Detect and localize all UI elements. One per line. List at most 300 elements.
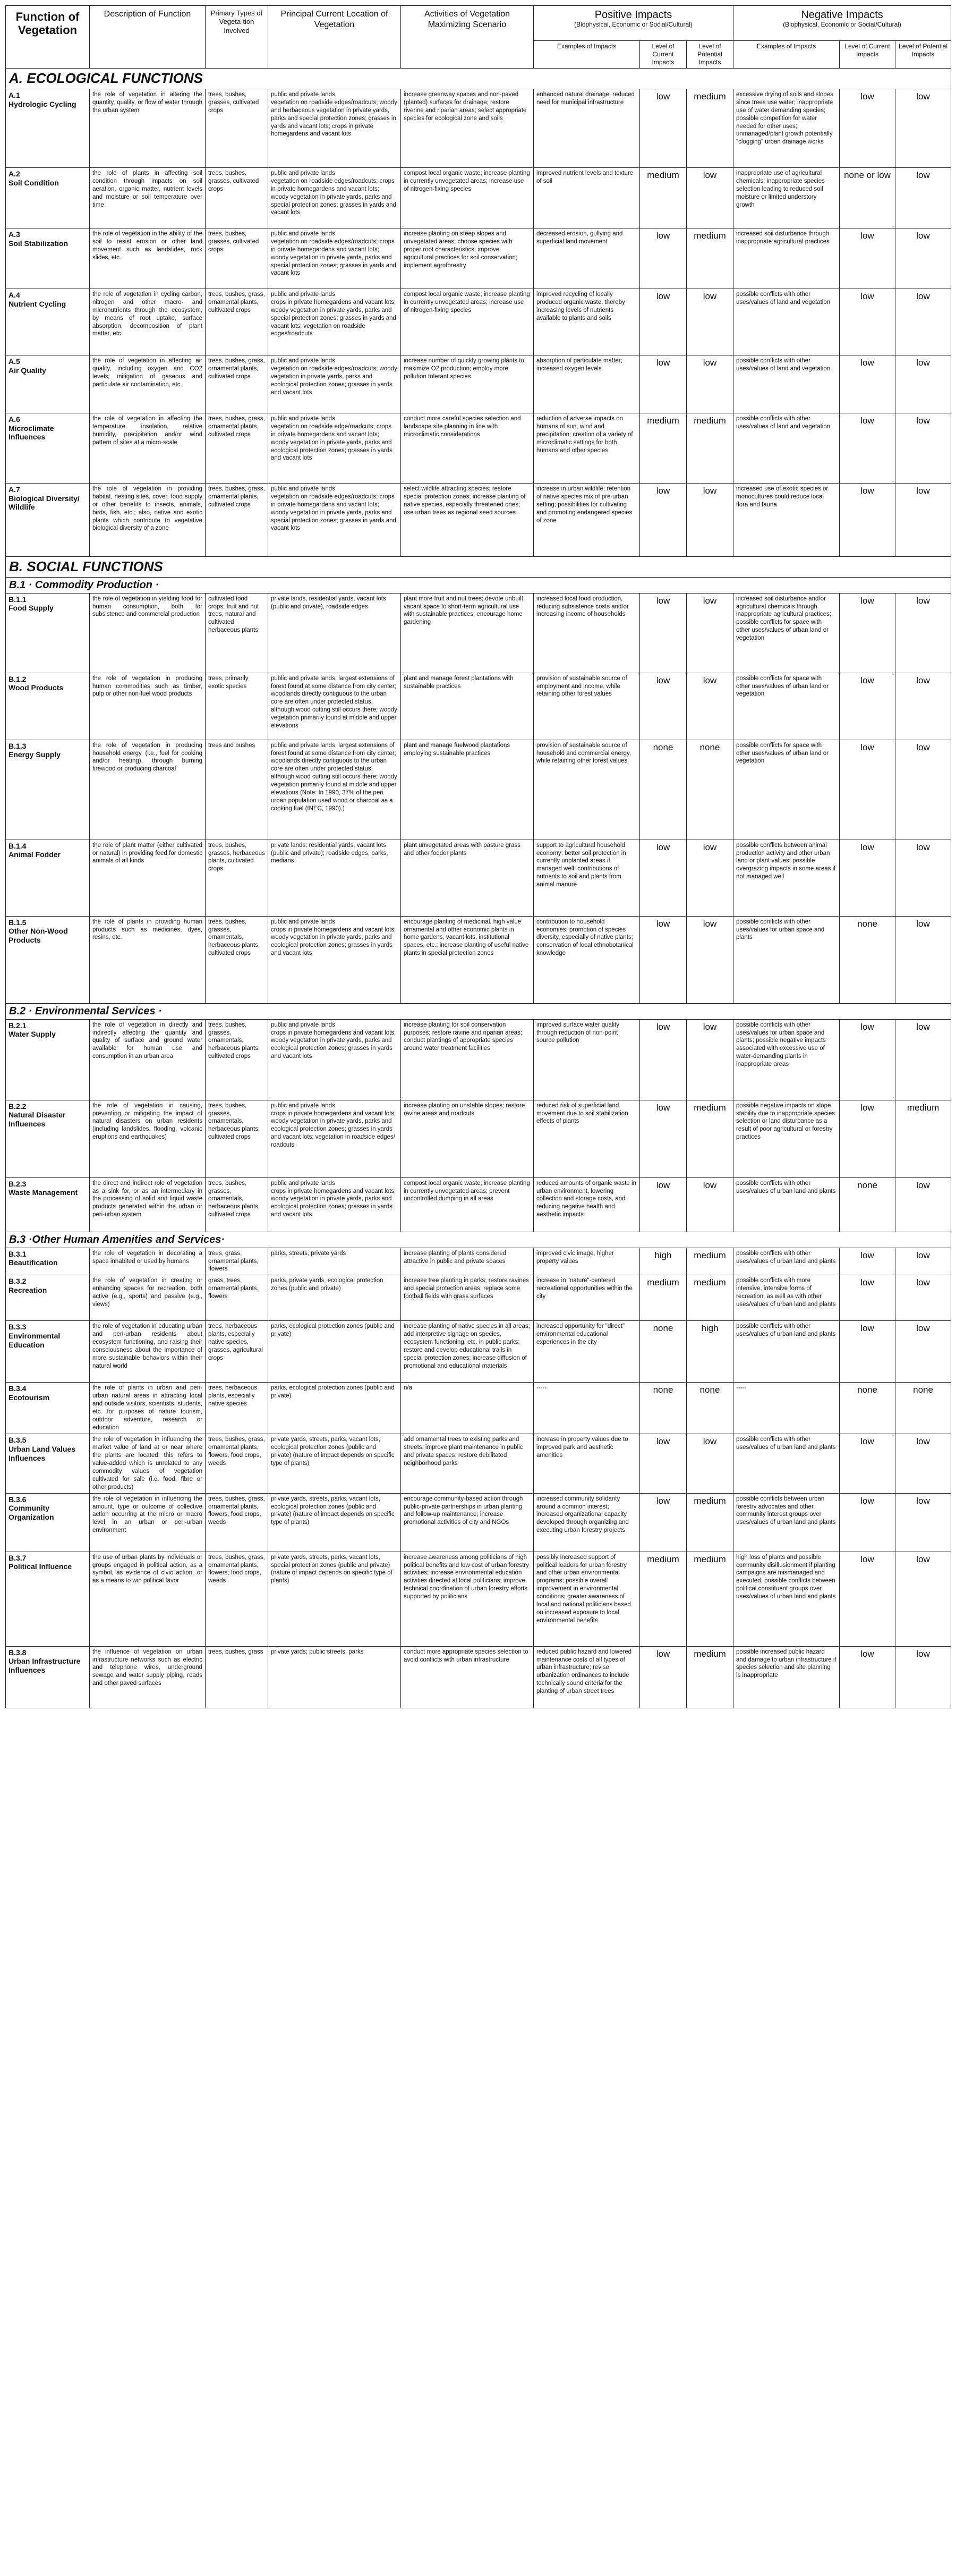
negative-examples-cell: increased use of exotic species or monocultures could reduce local flora and fauna <box>733 483 840 556</box>
header-positive-impacts <box>534 6 733 41</box>
negative-current-level: low <box>840 413 895 483</box>
header-primary-types: Primary Types of Vegeta-tion Involved <box>206 6 268 69</box>
negative-potential-level: low <box>895 413 951 483</box>
negative-examples-cell: increased soil disturbance through inappropriate agricultural practices <box>733 228 840 289</box>
function-cell <box>6 1100 90 1177</box>
function-name: Soil Condition <box>8 178 59 187</box>
positive-examples-cell: reduction of adverse impacts on humans of sun, wind and precipitation; creation of a variety of microclimatic settings for both humans and other species <box>534 413 640 483</box>
function-code: A.2 <box>8 169 20 178</box>
positive-examples-cell: provision of sustainable source of household and commercial energy, while retaining other forest values <box>534 740 640 840</box>
description-cell: the role of vegetation in affecting air quality, including oxygen and CO2 levels; mitigation of gaseous and particulate air contamination, etc. <box>90 355 206 413</box>
activities-cell: increase planting of plants considered attractive in public and private spaces <box>401 1248 534 1275</box>
function-cell <box>6 167 90 228</box>
negative-examples-cell: possible conflicts for space with other uses/values of urban land or vegetation <box>733 740 840 840</box>
activities-cell: n/a <box>401 1383 534 1434</box>
function-cell <box>6 1646 90 1708</box>
description-cell: the role of vegetation in producing human commodities such as timber, pulp or other non-fuel wood products <box>90 673 206 740</box>
description-cell: the role of vegetation in decorating a space inhabited or used by humans <box>90 1248 206 1275</box>
negative-potential-level: low <box>895 1275 951 1321</box>
header-positive-subtitle: (Biophysical, Economic or Social/Cultural) <box>574 21 693 28</box>
table-row <box>6 483 951 556</box>
function-name: Urban Land Values Influences <box>8 1444 76 1462</box>
table-row <box>6 1248 951 1275</box>
table-row <box>6 1100 951 1177</box>
description-cell: the role of vegetation in influencing the market value of land at or near where the plants are located; this refers to value-added which is unrelated to any commodity values of vegetation cultivated for sale (i.e. food, fibre or other products) <box>90 1434 206 1494</box>
header-pos-examples: Examples of Impacts <box>534 41 640 69</box>
negative-current-level: none or low <box>840 167 895 228</box>
positive-examples-cell: enhanced natural drainage; reduced need for municipal infrastructure <box>534 89 640 167</box>
positive-current-level: low <box>640 1019 687 1100</box>
negative-examples-cell: possible conflicts between urban forestry advocates and other community interest groups over uses/values of urban land and plants <box>733 1493 840 1552</box>
function-code: A.7 <box>8 485 20 494</box>
function-code: A.6 <box>8 414 20 423</box>
negative-examples-cell: inappropriate use of agricultural chemicals; inappropriate species selection leading to reduced soil moisture or limited understory growth <box>733 167 840 228</box>
table-row <box>6 1434 951 1494</box>
description-cell: the role of vegetation in yielding food for human consumption, both for subsistence and commercial production <box>90 593 206 673</box>
positive-examples-cell: improved recycling of locally produced organic waste, thereby increasing levels of nutrients available to plants and soils <box>534 289 640 355</box>
negative-potential-level: low <box>895 1177 951 1232</box>
negative-potential-level: low <box>895 1248 951 1275</box>
negative-examples-cell: possible negative impacts on slope stability due to inappropriate species selection or land disturbance as a result of poor agricultural or forestry practices <box>733 1100 840 1177</box>
positive-current-level: low <box>640 1177 687 1232</box>
negative-examples-cell: possible conflicts with other uses/values for urban space and plants; possible negative impacts associated with excessive use of water-demanding plants in inappropriate areas <box>733 1019 840 1100</box>
positive-current-level: none <box>640 1321 687 1383</box>
negative-current-level: low <box>840 1646 895 1708</box>
negative-current-level: low <box>840 840 895 916</box>
positive-current-level: medium <box>640 413 687 483</box>
negative-examples-cell: possible conflicts with more intensive, intensive forms of recreation, as well as with other uses/values of urban land and plants <box>733 1275 840 1321</box>
positive-current-level: low <box>640 840 687 916</box>
description-cell: the use of urban plants by individuals or groups engaged in political action, as a symbol, as evidence of civic action, or as a means to win political favor <box>90 1552 206 1646</box>
positive-examples-cell: decreased erosion, gullying and superficial land movement <box>534 228 640 289</box>
location-cell: public and private lands vegetation on roadside edges/roadcuts; crops in private homegardens and vacant lots; woody vegetation in private yards, parks and special protection zones; grasses in yards and vacant lots <box>268 483 401 556</box>
function-code: A.3 <box>8 230 20 239</box>
table-row <box>6 740 951 840</box>
function-code: B.1.4 <box>8 841 27 850</box>
function-name: Political Influence <box>8 1562 72 1571</box>
vegetation-types-cell: trees, bushes, grasses, cultivated crops <box>206 167 268 228</box>
function-code: B.2.3 <box>8 1179 27 1188</box>
function-cell <box>6 355 90 413</box>
negative-potential-level: low <box>895 355 951 413</box>
function-code: B.1.2 <box>8 674 27 683</box>
function-cell <box>6 289 90 355</box>
vegetation-types-cell: trees and bushes <box>206 740 268 840</box>
function-name: Nutrient Cycling <box>8 299 66 308</box>
table-row <box>6 89 951 167</box>
negative-examples-cell: possible conflicts with other uses/values of urban land and plants <box>733 1248 840 1275</box>
description-cell: the role of vegetation in the ability of the soil to resist erosion or other land movement such as landslides, rock slides, etc. <box>90 228 206 289</box>
header-activities: Activities of Vegetation Maximizing Scenario <box>401 6 534 69</box>
negative-potential-level: low <box>895 840 951 916</box>
function-name: Water Supply <box>8 1030 56 1039</box>
category-title: B.3 ·Other Human Amenities and Services· <box>6 1232 951 1248</box>
table-row <box>6 1275 951 1321</box>
header-negative-subtitle: (Biophysical, Economic or Social/Cultural) <box>783 21 901 28</box>
description-cell: the role of vegetation in directly and indirectly affecting the quantity and quality of surface and ground water available for human use and consumption in an urban area <box>90 1019 206 1100</box>
function-code: B.1.3 <box>8 741 27 750</box>
negative-examples-cell: possible conflicts with other uses/values for urban space and plants <box>733 916 840 1003</box>
description-cell: the role of plants in affecting soil condition through impacts on soil aeration, organic matter, nutrient levels and moisture or soil temperature over time <box>90 167 206 228</box>
vegetation-types-cell: cultivated food crops, fruit and nut trees, natural and cultivated herbaceous plants <box>206 593 268 673</box>
function-name: Environmental Education <box>8 1332 61 1349</box>
positive-current-level: medium <box>640 1275 687 1321</box>
location-cell: public and private lands crops in private homegardens and vacant lots; woody vegetation in private yards, parks and ecological protection zones; grasses in yards and vacant lots <box>268 916 401 1003</box>
function-cell <box>6 89 90 167</box>
negative-current-level: low <box>840 89 895 167</box>
description-cell: the role of vegetation in creating or enhancing spaces for recreation, both active (e.g., sports) and passive (e.g., views) <box>90 1275 206 1321</box>
negative-current-level: none <box>840 1383 895 1434</box>
location-cell: public and private lands, largest extensions of forest found at some distance from city center; woodlands directly contiguous to the urban core are often under protected status, although wood cutting still occurs there; woody vegetation primarily found at middle and upper elevations <box>268 673 401 740</box>
negative-examples-cell: possible conflicts for space with other uses/values of urban land or vegetation <box>733 673 840 740</box>
negative-potential-level: low <box>895 1646 951 1708</box>
negative-examples-cell: ----- <box>733 1383 840 1434</box>
negative-current-level: low <box>840 673 895 740</box>
positive-current-level: none <box>640 1383 687 1434</box>
header-positive-title: Positive Impacts <box>594 9 672 21</box>
section-header <box>6 556 951 577</box>
positive-examples-cell: increased community solidarity around a common interest; increased organizational capacity developed through organizing and executing urban forestry projects <box>534 1493 640 1552</box>
function-name: Animal Fodder <box>8 850 61 859</box>
location-cell: public and private lands crops in private homegardens and vacant lots; woody vegetation in private yards, parks and special protection zones; grasses in yards and vacant lots; vegetation on roadside edges/roadcuts <box>268 289 401 355</box>
positive-current-level: low <box>640 1646 687 1708</box>
positive-current-level: medium <box>640 167 687 228</box>
function-name: Natural Disaster Influences <box>8 1111 66 1129</box>
vegetation-types-cell: trees, bushes, grass, ornamental plants, cultivated crops <box>206 355 268 413</box>
section-title: B. SOCIAL FUNCTIONS <box>6 556 951 577</box>
positive-examples-cell: increased local food production, reducing subsistence costs and/or increasing income of households <box>534 593 640 673</box>
negative-current-level: low <box>840 1493 895 1552</box>
negative-examples-cell: increased soil disturbance and/or agricultural chemicals through inappropriate agricultural practices; possible conflicts for space with other uses/values of urban land or vegetation <box>733 593 840 673</box>
function-name: Waste Management <box>8 1188 78 1197</box>
location-cell: private yards, streets, parks, vacant lots, ecological protection zones (public and private) (nature of impact depends on specific type of plants) <box>268 1434 401 1494</box>
negative-examples-cell: excessive drying of soils and slopes since trees use water; inappropriate use of water demanding species; possible competition for water needed for other uses; unmanaged/plant growth potentially "clogging" urban drainage works <box>733 89 840 167</box>
vegetation-types-cell: trees, bushes, grass, ornamental plants, flowers, food crops, weeds <box>206 1493 268 1552</box>
location-cell: private lands, residential yards, vacant lots (public and private), roadside edges <box>268 593 401 673</box>
vegetation-types-cell: trees, herbaceous plants, especially native species, grasses, agricultural crops <box>206 1321 268 1383</box>
function-cell <box>6 413 90 483</box>
table-row <box>6 1019 951 1100</box>
header-pos-level-current: Level of Current Impacts <box>640 41 687 69</box>
activities-cell: select wildlife attracting species; restore special protection zones; increase planting of native species, especially threatened ones; use urban trees as regional seed sources <box>401 483 534 556</box>
function-cell <box>6 1493 90 1552</box>
positive-potential-level: medium <box>687 228 733 289</box>
negative-examples-cell: possible conflicts with other uses/values of land and vegetation <box>733 355 840 413</box>
positive-current-level: low <box>640 1493 687 1552</box>
negative-examples-cell: possible conflicts between animal production activity and other urban land or plant values; possible overgrazing impacts in some areas if not managed well <box>733 840 840 916</box>
negative-current-level: low <box>840 1434 895 1494</box>
activities-cell: increase planting on steep slopes and unvegetated areas; choose species with proper root characteristics; improve agricultural practices for soil conservation; implement agroforestry <box>401 228 534 289</box>
positive-current-level: low <box>640 1434 687 1494</box>
positive-examples-cell: reduced amounts of organic waste in urban environment, lowering collection and storage costs, and reducing negative health and aesthetic impacts <box>534 1177 640 1232</box>
location-cell: private lands; residential yards, vacant lots (public and private); roadside edges, parks, medians <box>268 840 401 916</box>
positive-potential-level: medium <box>687 1275 733 1321</box>
function-cell <box>6 483 90 556</box>
positive-examples-cell: increased opportunity for "direct" environmental educational experiences in the city <box>534 1321 640 1383</box>
function-name: Wood Products <box>8 683 64 692</box>
function-cell <box>6 1321 90 1383</box>
function-cell <box>6 1552 90 1646</box>
location-cell: private yards; public streets, parks <box>268 1646 401 1708</box>
positive-current-level: low <box>640 228 687 289</box>
function-name: Recreation <box>8 1286 47 1295</box>
positive-current-level: low <box>640 916 687 1003</box>
table-row <box>6 1321 951 1383</box>
negative-examples-cell: possible conflicts with other uses/values of land and vegetation <box>733 289 840 355</box>
activities-cell: encourage planting of medicinal, high value ornamental and other economic plants in home gardens, vacant lots, institutional spaces, etc.; increase planting of useful native plants in special protection zones <box>401 916 534 1003</box>
category-title: B.1 · Commodity Production · <box>6 577 951 593</box>
header-neg-examples: Examples of Impacts <box>733 41 840 69</box>
negative-potential-level: low <box>895 483 951 556</box>
positive-potential-level: none <box>687 1383 733 1434</box>
activities-cell: increase greenway spaces and non-paved (planted) surfaces for drainage; restore riverine and riparian areas; select appropriate species for ecological zone and soils <box>401 89 534 167</box>
function-code: B.2.2 <box>8 1101 27 1111</box>
positive-potential-level: high <box>687 1321 733 1383</box>
activities-cell: plant and manage fuelwood plantations employing sustainable practices <box>401 740 534 840</box>
header-neg-level-potential: Level of Potential Impacts <box>895 41 951 69</box>
positive-examples-cell: absorption of particulate matter; increased oxygen levels <box>534 355 640 413</box>
location-cell: parks, streets, private yards <box>268 1248 401 1275</box>
function-cell <box>6 840 90 916</box>
function-code: B.3.6 <box>8 1495 27 1504</box>
negative-current-level: low <box>840 289 895 355</box>
activities-cell: conduct more appropriate species selection to avoid conflicts with urban infrastructure <box>401 1646 534 1708</box>
negative-potential-level: low <box>895 1552 951 1646</box>
negative-current-level: low <box>840 593 895 673</box>
description-cell: the role of vegetation in causing, preventing or mitigating the impact of natural disasters on urban residents (including landslides, flooding, volcanic eruptions and earthquakes) <box>90 1100 206 1177</box>
header-neg-level-current: Level of Current Impacts <box>840 41 895 69</box>
positive-examples-cell: support to agricultural household economy; better soil protection in currently unplanted areas if managed well; contributions of nutrients to soil and plants from animal manure <box>534 840 640 916</box>
positive-potential-level: low <box>687 673 733 740</box>
negative-current-level: none <box>840 1177 895 1232</box>
positive-potential-level: low <box>687 289 733 355</box>
description-cell: the influence of vegetation on urban infrastructure networks such as electric and telephone wires, underground sewage and water supply piping, roads and other paved surfaces <box>90 1646 206 1708</box>
activities-cell: increase planting of native species in all areas; add interpretive signage on species, ecosystem functioning, etc. in public parks; restore and develop educational trails in special protection zones; increase diffusion of promotional and educational materials <box>401 1321 534 1383</box>
negative-current-level: low <box>840 1552 895 1646</box>
table-row <box>6 1552 951 1646</box>
positive-potential-level: medium <box>687 89 733 167</box>
function-name: Energy Supply <box>8 750 61 759</box>
positive-current-level: low <box>640 483 687 556</box>
activities-cell: increase tree planting in parks; restore ravines and special protection areas; replace some football fields with grass surfaces <box>401 1275 534 1321</box>
header-description: Description of Function <box>90 6 206 69</box>
table-row <box>6 673 951 740</box>
positive-potential-level: low <box>687 1177 733 1232</box>
positive-examples-cell: reduced risk of superficial land movement due to soil stabilization effects of plants <box>534 1100 640 1177</box>
description-cell: the role of vegetation in affecting the temperature, insolation, relative humidity, precipitation and/or wind pattern of sites at a micro-scale <box>90 413 206 483</box>
function-name: Other Non-Wood Products <box>8 927 68 945</box>
function-code: A.4 <box>8 290 20 299</box>
vegetation-types-cell: trees, bushes, grasses, ornamentals, herbaceous plants, cultivated crops <box>206 916 268 1003</box>
function-code: B.3.4 <box>8 1384 27 1393</box>
positive-potential-level: low <box>687 840 733 916</box>
negative-current-level: low <box>840 483 895 556</box>
positive-potential-level: low <box>687 167 733 228</box>
header-negative-impacts <box>733 6 951 41</box>
function-name: Food Supply <box>8 604 54 613</box>
activities-cell: conduct more careful species selection and landscape site planning in line with microclimatic considerations <box>401 413 534 483</box>
location-cell: private yards, streets, parks, vacant lots, special protection zones (public and private) (nature of impact depends on specific type of plants) <box>268 1552 401 1646</box>
category-header <box>6 1232 951 1248</box>
table-row <box>6 916 951 1003</box>
positive-potential-level: medium <box>687 1493 733 1552</box>
vegetation-types-cell: trees, bushes, grass, ornamental plants, cultivated crops <box>206 289 268 355</box>
function-code: B.3.7 <box>8 1553 27 1562</box>
location-cell: public and private lands vegetation on roadside edge/roadcuts; crops in private homegardens and vacant lots; woody vegetation in private yards, parks and ecological protection zones; grasses in yards and vacant lots <box>268 413 401 483</box>
vegetation-functions-table-page <box>5 5 951 1708</box>
category-title: B.2 · Environmental Services · <box>6 1003 951 1019</box>
negative-examples-cell: possible increased public hazard and damage to urban infrastructure if species selection and site planning is inappropriate <box>733 1646 840 1708</box>
description-cell: the role of vegetation in cycling carbon, nitrogen and other macro- and micronutrients through the ecosystem, by means of root uptake, surface absorption, decomposition of plant matter, etc. <box>90 289 206 355</box>
negative-current-level: low <box>840 740 895 840</box>
table-row <box>6 840 951 916</box>
positive-examples-cell: increase in property values due to improved park and aesthetic amenities <box>534 1434 640 1494</box>
header-function: Function of Vegetation <box>6 6 90 69</box>
negative-current-level: low <box>840 355 895 413</box>
negative-potential-level: low <box>895 167 951 228</box>
function-code: B.3.5 <box>8 1436 27 1445</box>
activities-cell: compost local organic waste; increase planting in currently unvegetated areas; increase use of nitrogen-fixing species <box>401 289 534 355</box>
positive-examples-cell: reduced public hazard and lowered maintenance costs of all types of urban infrastructure; revise urbanization ordinances to include technically sound criteria for the planting of urban street trees <box>534 1646 640 1708</box>
positive-potential-level: medium <box>687 413 733 483</box>
vegetation-types-cell: trees, bushes, grass <box>206 1646 268 1708</box>
positive-examples-cell: increase in "nature"-centered recreational opportunities within the city <box>534 1275 640 1321</box>
positive-potential-level: low <box>687 593 733 673</box>
function-code: B.3.1 <box>8 1249 27 1258</box>
vegetation-types-cell: trees, bushes, grasses, ornamentals, herbaceous plants, cultivated crops <box>206 1177 268 1232</box>
table-row <box>6 593 951 673</box>
positive-examples-cell: ----- <box>534 1383 640 1434</box>
positive-examples-cell: contribution to household economies; promotion of species diversity, especially of native plants; conservation of local ethnobotanical knowledge <box>534 916 640 1003</box>
location-cell: private yards, streets, parks, vacant lots, ecological protection zones (public and private) (nature of impact depends on specific type of plants) <box>268 1493 401 1552</box>
function-cell <box>6 593 90 673</box>
positive-current-level: none <box>640 740 687 840</box>
location-cell: public and private lands vegetation on roadside edges/roadcuts; woody vegetation in private yards, parks and ecological protection zones; grasses in yards and vacant lots <box>268 355 401 413</box>
positive-current-level: low <box>640 89 687 167</box>
negative-potential-level: medium <box>895 1100 951 1177</box>
function-cell <box>6 1434 90 1494</box>
table-row <box>6 228 951 289</box>
function-name: Urban Infrastructure Influences <box>8 1657 81 1675</box>
negative-current-level: low <box>840 228 895 289</box>
negative-potential-level: low <box>895 89 951 167</box>
function-name: Beautification <box>8 1258 58 1267</box>
location-cell: public and private lands vegetation on roadside edges/roadcuts; crops in private homegardens and vacant lots; woody vegetation in private yards, parks and special protection zones; grasses in yards and vacant lots <box>268 228 401 289</box>
vegetation-types-cell: trees, bushes, grasses, cultivated crops <box>206 89 268 167</box>
positive-potential-level: low <box>687 355 733 413</box>
positive-potential-level: medium <box>687 1552 733 1646</box>
description-cell: the role of vegetation in educating urban and peri-urban residents about ecosystem functioning, and raising their consciousness about the importance of more sustainable behaviors within their natural world <box>90 1321 206 1383</box>
function-cell <box>6 1275 90 1321</box>
vegetation-types-cell: trees, bushes, grass, ornamental plants, cultivated crops <box>206 413 268 483</box>
function-code: B.1.5 <box>8 918 27 927</box>
vegetation-types-cell: trees, bushes, grasses, ornamentals, herbaceous plants, cultivated crops <box>206 1019 268 1100</box>
header-location: Principal Current Location of Vegetation <box>268 6 401 69</box>
table-row <box>6 167 951 228</box>
vegetation-types-cell: trees, grass, ornamental plants, flowers <box>206 1248 268 1275</box>
negative-potential-level: low <box>895 740 951 840</box>
activities-cell: increase number of quickly growing plants to maximize O2 production; employ more pollution tolerant species <box>401 355 534 413</box>
negative-potential-level: low <box>895 916 951 1003</box>
description-cell: the role of vegetation in producing household energy, (i.e., fuel for cooking and/or heating), through burning firewood or producing charcoal <box>90 740 206 840</box>
function-cell <box>6 228 90 289</box>
positive-potential-level: low <box>687 1019 733 1100</box>
vegetation-types-cell: trees, bushes, grass, ornamental plants, cultivated crops <box>206 483 268 556</box>
description-cell: the role of plants in providing human products such as medicines, dyes, resins, etc. <box>90 916 206 1003</box>
activities-cell: increase planting for soil conservation purposes; restore ravine and riparian areas; conduct plantings of appropriate species around water treatment facilities <box>401 1019 534 1100</box>
negative-examples-cell: possible conflicts with other uses/values of urban land and plants <box>733 1177 840 1232</box>
section-header <box>6 69 951 89</box>
negative-current-level: low <box>840 1100 895 1177</box>
function-code: A.1 <box>8 90 20 99</box>
description-cell: the role of vegetation in providing habitat, nesting sites, cover, food supply or other benefits to insects, animals, birds, fish, etc.; also, native and exotic plants which contribute to vegetative biological diversity of a zone <box>90 483 206 556</box>
positive-current-level: low <box>640 673 687 740</box>
location-cell: public and private lands crops in private homegardens and vacant lots; woody vegetation in private yards, parks and ecological protection zones; grasses in yards and vacant lots <box>268 1177 401 1232</box>
vegetation-types-cell: trees, primarily exotic species <box>206 673 268 740</box>
positive-examples-cell: increase in urban wildlife; retention of native species mix of pre-urban setting; possibilities for cultivating and promoting endangered species of zone <box>534 483 640 556</box>
location-cell: parks, private yards, ecological protection zones (public and private) <box>268 1275 401 1321</box>
function-name: Ecotourism <box>8 1393 50 1402</box>
negative-current-level: low <box>840 1019 895 1100</box>
function-cell <box>6 916 90 1003</box>
negative-examples-cell: possible conflicts with other uses/values of urban land and plants <box>733 1321 840 1383</box>
negative-potential-level: low <box>895 1434 951 1494</box>
function-name: Biological Diversity/ Wildlife <box>8 494 80 512</box>
activities-cell: plant unvegetated areas with pasture grass and other fodder plants <box>401 840 534 916</box>
description-cell: the role of vegetation in influencing the amount, type or outcome of collective action occurring at the micro or macro level in an urban or peri-urban environment <box>90 1493 206 1552</box>
table-row <box>6 289 951 355</box>
function-name: Soil Stabilization <box>8 239 69 248</box>
location-cell: parks, ecological protection zones (public and private) <box>268 1321 401 1383</box>
positive-examples-cell: improved civic image, higher property values <box>534 1248 640 1275</box>
activities-cell: plant more fruit and nut trees; devote unbuilt vacant space to short-term agricultural use with sustainable practices; encourage home gardening <box>401 593 534 673</box>
table-row <box>6 1493 951 1552</box>
negative-potential-level: low <box>895 593 951 673</box>
location-cell: public and private lands crops in private homegardens and vacant lots; woody vegetation in private yards, parks and ecological protection zones; grasses in yards and vacant lots; vegetation in roadside edges/ roadcuts <box>268 1100 401 1177</box>
negative-examples-cell: high loss of plants and possible community disillusionment if planting campaigns are mismanaged and executed; possible conflicts between political constituent groups over uses/values of urban land and plants <box>733 1552 840 1646</box>
function-code: B.3.2 <box>8 1277 27 1286</box>
vegetation-types-cell: trees, bushes, grasses, ornamentals, herbaceous plants, cultivated crops <box>206 1100 268 1177</box>
header-pos-level-potential: Level of Potential Impacts <box>687 41 733 69</box>
section-title: A. ECOLOGICAL FUNCTIONS <box>6 69 951 89</box>
description-cell: the role of plants in urban and peri-urban natural areas in attracting local and outside visitors, scientists, students, etc. for purposes of nature tourism, outdoor adventure, research or education <box>90 1383 206 1434</box>
header-negative-title: Negative Impacts <box>801 9 883 21</box>
vegetation-types-cell: grass, trees, ornamental plants, flowers <box>206 1275 268 1321</box>
positive-current-level: high <box>640 1248 687 1275</box>
negative-current-level: low <box>840 1275 895 1321</box>
category-header <box>6 577 951 593</box>
vegetation-types-cell: trees, bushes, grass, ornamental plants, flowers, food crops, weeds <box>206 1552 268 1646</box>
negative-examples-cell: possible conflicts with other uses/values of urban land and plants <box>733 1434 840 1494</box>
negative-potential-level: low <box>895 228 951 289</box>
activities-cell: increase planting on unstable slopes; restore ravine areas and roadcuts <box>401 1100 534 1177</box>
function-cell <box>6 740 90 840</box>
function-cell <box>6 1383 90 1434</box>
positive-examples-cell: possibly increased support of political leaders for urban forestry and other urban environmental programs; possible overall improvement in environmental conditions; greater awareness of local and national politicians based on increased exposure to local environmental benefits <box>534 1552 640 1646</box>
activities-cell: plant and manage forest plantations with sustainable practices <box>401 673 534 740</box>
positive-potential-level: medium <box>687 1646 733 1708</box>
positive-current-level: low <box>640 355 687 413</box>
negative-potential-level: low <box>895 289 951 355</box>
positive-current-level: low <box>640 289 687 355</box>
negative-potential-level: low <box>895 673 951 740</box>
function-code: B.3.3 <box>8 1323 27 1332</box>
location-cell: public and private lands vegetation on roadside edges/roadcuts; woody and herbaceous vegetation in private yards, parks and special protection zones; grasses in yards and vacant lots; crops in private homegardens and vacant lots <box>268 89 401 167</box>
positive-current-level: medium <box>640 1552 687 1646</box>
positive-examples-cell: provision of sustainable source of employment and income, while retaining other forest values <box>534 673 640 740</box>
positive-potential-level: medium <box>687 1100 733 1177</box>
vegetation-types-cell: trees, herbaceous plants, especially native species <box>206 1383 268 1434</box>
